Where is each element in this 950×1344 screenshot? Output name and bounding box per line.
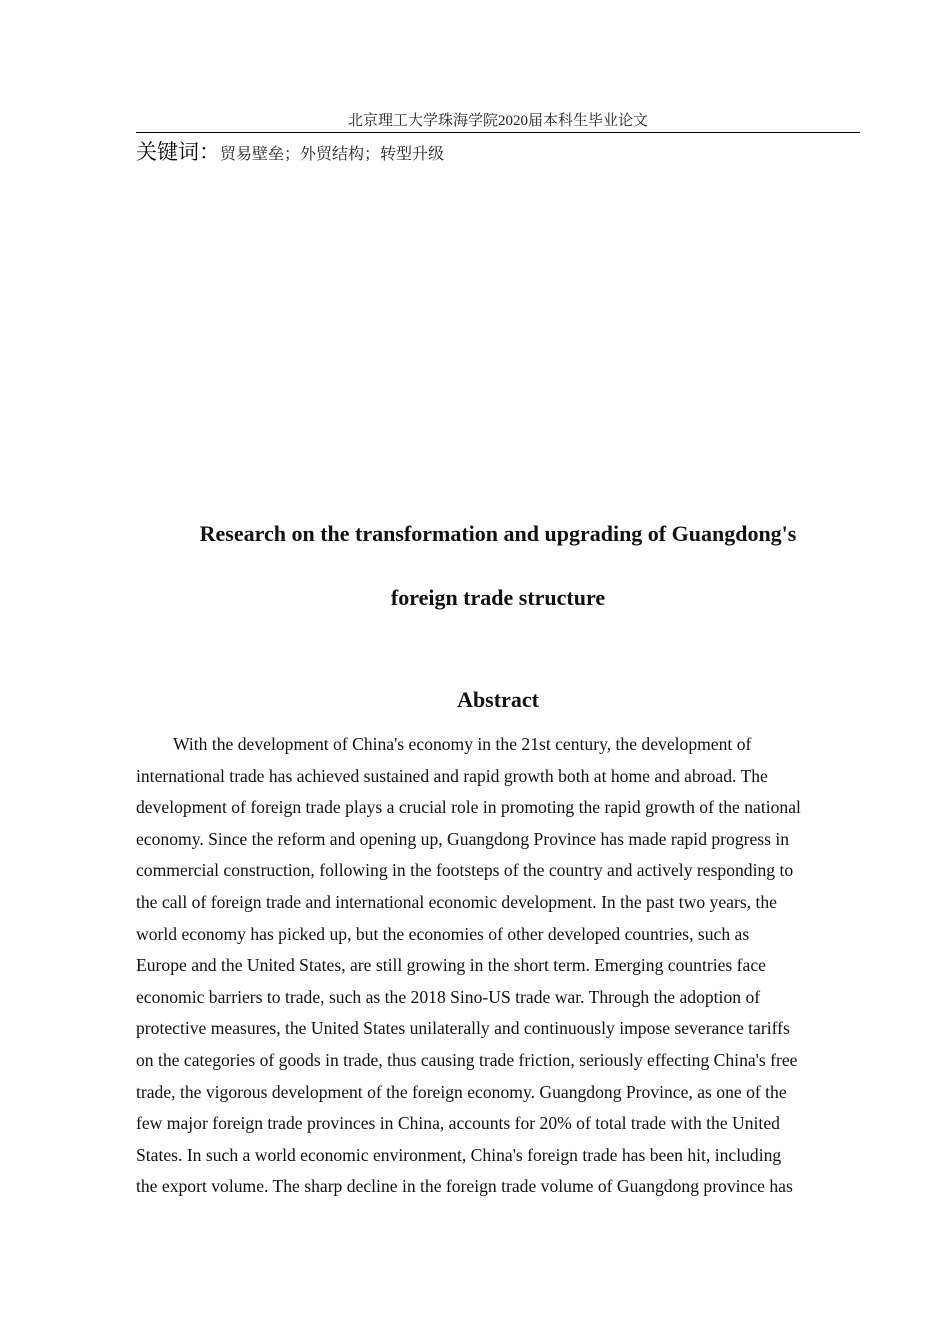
abstract-line: international trade has achieved sustained and rapid growth both at home and abroad. The: [136, 765, 768, 786]
abstract-line: economy. Since the reform and opening up, Guangdong Province has made rapid progress in: [136, 828, 790, 849]
keywords-label: 关键词：: [136, 140, 220, 164]
abstract-line: the call of foreign trade and international economic development. In the past two years, the: [136, 891, 777, 912]
abstract-line: the export volume. The sharp decline in the foreign trade volume of Guangdong province has: [136, 1176, 793, 1197]
abstract-line: world economy has picked up, but the economies of other developed countries, such as: [136, 923, 750, 944]
page-header: 北京理工大学珠海学院2020届本科生毕业论文: [136, 111, 860, 133]
abstract-line: development of foreign trade plays a crucial role in promoting the rapid growth of the national: [136, 797, 801, 818]
abstract-line: on the categories of goods in trade, thus causing trade friction, seriously effecting China's free: [136, 1049, 798, 1070]
abstract-line: States. In such a world economic environment, China's foreign trade has been hit, including: [136, 1144, 782, 1165]
abstract-line: Europe and the United States, are still growing in the short term. Emerging countries face: [136, 955, 766, 976]
keywords-values: 贸易壁垒；外贸结构；转型升级: [220, 144, 445, 163]
abstract-line: few major foreign trade provinces in China, accounts for 20% of total trade with the United: [136, 1113, 780, 1134]
english-title-line-1: Research on the transformation and upgrading of Guangdong's: [199, 521, 797, 546]
abstract-line: trade, the vigorous development of the foreign economy. Guangdong Province, as one of the: [136, 1081, 787, 1102]
english-title-line-2: foreign trade structure: [390, 585, 606, 610]
english-title: [136, 502, 860, 630]
abstract-heading: Abstract: [457, 687, 539, 712]
abstract-line: protective measures, the United States unilaterally and continuously impose severance tariffs: [136, 1018, 790, 1039]
abstract-line: With the development of China's economy in the 21st century, the development of: [173, 734, 752, 754]
keywords-line: [136, 137, 860, 170]
abstract-line: commercial construction, following in the footsteps of the country and actively responding to: [136, 860, 794, 881]
abstract-body: [136, 729, 860, 1203]
abstract-line: economic barriers to trade, such as the 2018 Sino-US trade war. Through the adoption of: [136, 986, 761, 1007]
